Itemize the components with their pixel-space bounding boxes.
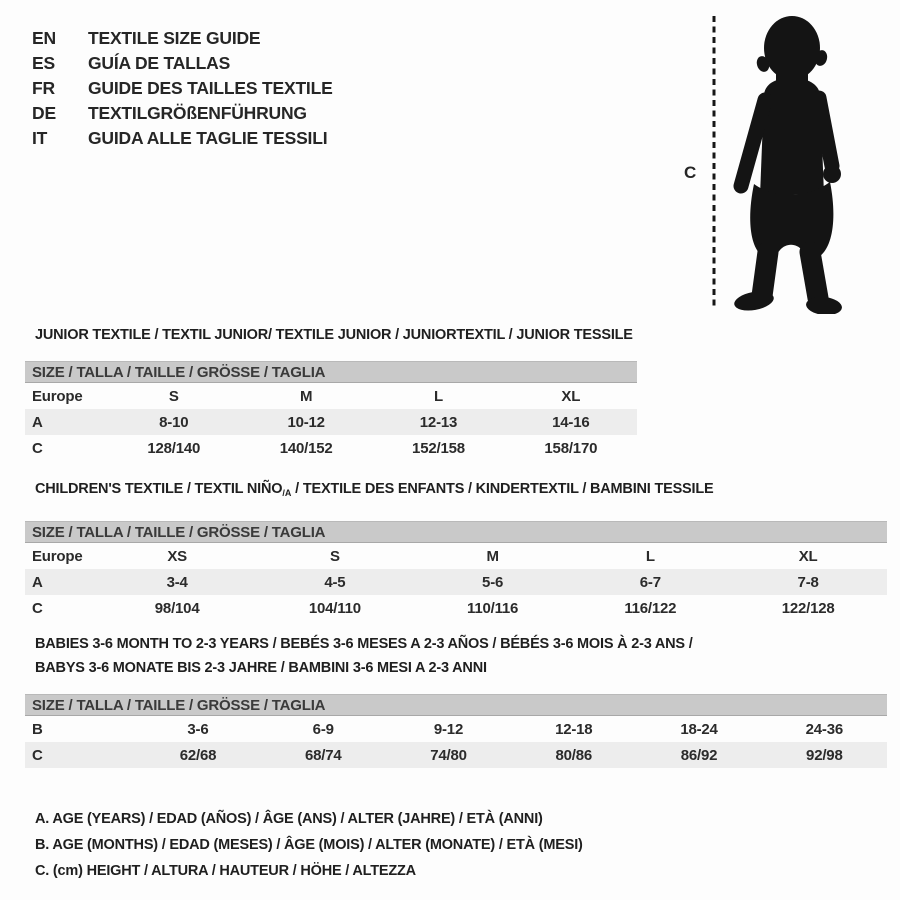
title-text: / TEXTILE DES ENFANTS / KINDERTEXTIL / BAMBINI TESSILE [291,481,714,497]
measure-label-c: C [684,163,697,182]
language-row [32,126,333,151]
size-table [25,716,887,768]
table-row [25,435,637,461]
size-cell: 158/170 [544,439,598,457]
row-label: A [32,573,43,591]
size-header-bar: SIZE / TALLA / TAILLE / GRÖSSE / TAGLIA [25,521,887,543]
size-cell: XL [561,387,581,405]
size-cell: 24-36 [805,720,844,738]
measurement-legend [35,806,583,884]
language-code: ES [32,53,55,73]
size-cell: 122/128 [781,599,835,617]
table-row [25,543,887,569]
title-text: JUNIOR TEXTILE / TEXTIL JUNIOR/ TEXTILE JUNIOR / JUNIORTEXTIL / JUNIOR TESSILE [35,327,633,343]
language-title: GUÍA DE TALLAS [88,53,231,73]
legend-line: A. AGE (YEARS) / EDAD (AÑOS) / ÂGE (ANS) / ALTER (JAHRE) / ETÀ (ANNI) [35,811,543,827]
size-cell: 86/92 [680,746,718,764]
size-cell: 116/122 [624,599,677,617]
row-label: Europe [32,387,83,405]
table-row [25,569,887,595]
language-code: EN [32,28,56,48]
size-cell: 9-12 [433,720,464,738]
title-text: /A [282,488,292,498]
language-code: FR [32,78,55,98]
table-row [25,742,887,768]
size-cell: S [329,547,340,565]
size-cell: 92/98 [806,746,843,764]
table-row [25,383,637,409]
size-cell: 8-10 [159,413,189,431]
size-section [25,327,637,461]
size-table [25,543,887,621]
size-section [25,632,887,768]
size-cell: 18-24 [680,720,718,738]
size-cell: 6-7 [639,573,661,591]
language-row [32,101,333,126]
size-table [25,383,637,461]
language-code: DE [32,103,56,123]
size-header-bar: SIZE / TALLA / TAILLE / GRÖSSE / TAGLIA [25,361,637,383]
language-title: TEXTILE SIZE GUIDE [88,28,261,48]
size-cell: 6-9 [312,720,334,738]
size-cell: 110/116 [467,599,519,617]
size-cell: 74/80 [430,746,467,764]
size-cell: 14-16 [552,413,590,431]
language-row [32,26,333,51]
size-cell: 12-18 [555,720,593,738]
size-cell: 3-4 [166,573,188,591]
section-title [35,632,887,680]
row-label: B [32,720,43,738]
row-label: C [32,439,43,457]
size-cell: 68/74 [304,746,342,764]
table-row [25,716,887,742]
size-cell: M [299,387,313,405]
size-cell: 10-12 [287,413,325,431]
title-text: CHILDREN'S TEXTILE / TEXTIL NIÑO [35,481,283,497]
size-cell: 4-5 [324,573,346,591]
size-cell: XS [167,547,187,565]
size-cell: 128/140 [147,439,201,457]
section-title-line [35,656,887,680]
baby-silhouette-shape [733,16,843,314]
size-cell: L [433,387,443,405]
table-row [25,595,887,621]
size-cell: 98/104 [154,599,200,617]
section-title-line [35,327,637,343]
size-cell: 80/86 [555,746,593,764]
section-title [35,481,887,501]
row-label: C [32,599,43,617]
size-cell: 3-6 [187,720,209,738]
baby-silhouette [708,8,862,314]
row-label: C [32,746,43,764]
size-section [25,481,887,621]
size-header-bar: SIZE / TALLA / TAILLE / GRÖSSE / TAGLIA [25,694,887,716]
size-cell: 5-6 [482,573,504,591]
title-text: BABIES 3-6 MONTH TO 2-3 YEARS / BEBÉS 3-6 MESES A 2-3 AÑOS / BÉBÉS 3-6 MOIS À 2-3 ANS / [35,636,693,652]
size-cell: 7-8 [797,573,819,591]
size-cell: S [168,387,179,405]
legend-line: C. (cm) HEIGHT / ALTURA / HAUTEUR / HÖHE / ALTEZZA [35,863,416,879]
size-cell: 140/152 [279,439,333,457]
language-row [32,51,333,76]
size-cell: M [486,547,499,565]
size-cell: 152/158 [412,439,465,457]
language-index [32,26,333,151]
title-text: BABYS 3-6 MONATE BIS 2-3 JAHRE / BAMBINI 3-6 MESI A 2-3 ANNI [35,660,487,676]
language-title: TEXTILGRÖßENFÜHRUNG [88,103,307,123]
size-cell: 104/110 [308,599,361,617]
row-label: Europe [32,547,83,565]
row-label: A [32,413,43,431]
size-cell: 12-13 [419,413,458,431]
language-row [32,76,333,101]
measurement-figure [682,8,858,316]
language-code: IT [32,128,48,148]
size-cell: 62/68 [179,746,217,764]
size-cell: L [645,547,655,565]
legend-line: B. AGE (MONTHS) / EDAD (MESES) / ÂGE (MOIS) / ALTER (MONATE) / ETÀ (MESI) [35,837,583,853]
section-title [35,327,637,343]
language-title: GUIDA ALLE TAGLIE TESSILI [88,128,328,148]
section-title-line [35,632,887,656]
language-title: GUIDE DES TAILLES TEXTILE [88,78,333,98]
size-cell: XL [798,547,818,565]
table-row [25,409,637,435]
section-title-line [35,481,887,501]
